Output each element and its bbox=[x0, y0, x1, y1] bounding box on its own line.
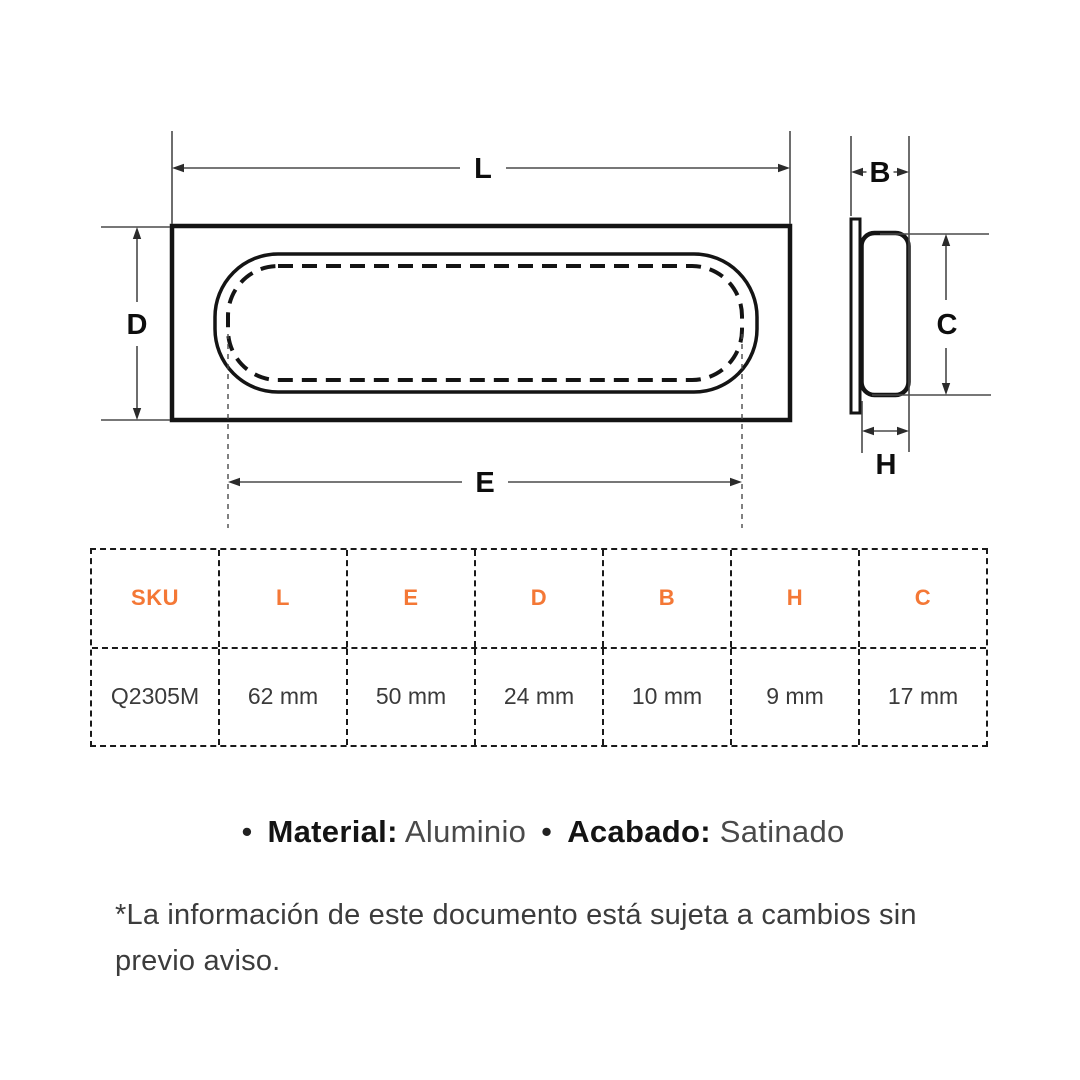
bullet-icon: • bbox=[541, 814, 553, 849]
header-cell-d: D bbox=[476, 550, 604, 647]
dimension-B-arrow-left bbox=[851, 168, 863, 176]
dimension-E-arrow-left bbox=[228, 478, 240, 486]
dimension-L-arrow-left bbox=[172, 164, 184, 172]
dimension-C-arrow-top bbox=[942, 234, 950, 246]
finish-value: Satinado bbox=[719, 814, 845, 849]
disclaimer-line-1: *La información de este documento está sujeta a cambios sin bbox=[115, 899, 917, 931]
dimension-L bbox=[172, 131, 790, 224]
value-cell-h: 9 mm bbox=[732, 649, 860, 746]
header-cell-e: E bbox=[348, 550, 476, 647]
dimension-C-label: C bbox=[936, 309, 958, 341]
value-cell-e: 50 mm bbox=[348, 649, 476, 746]
dimension-B-arrow-right bbox=[897, 168, 909, 176]
finish-label: Acabado: bbox=[567, 814, 711, 849]
side-view bbox=[851, 136, 991, 481]
header-cell-b: B bbox=[604, 550, 732, 647]
header-cell-c: C bbox=[914, 585, 932, 611]
dimension-H bbox=[862, 401, 909, 481]
header-cell-l: L bbox=[220, 550, 348, 647]
dimension-L-label: L bbox=[474, 153, 492, 185]
recess-outline bbox=[215, 254, 757, 392]
front-view bbox=[101, 131, 790, 528]
disclaimer-line-2: previo aviso. bbox=[115, 944, 281, 977]
spec-table-value-row bbox=[92, 649, 986, 746]
dimension-D-label: D bbox=[126, 309, 148, 341]
value-cell-c: 17 mm bbox=[887, 683, 959, 710]
header-cell-h: H bbox=[732, 550, 860, 647]
dimension-E-arrow-right bbox=[730, 478, 742, 486]
dimension-H-label: H bbox=[875, 449, 897, 481]
dimension-L-arrow-right bbox=[778, 164, 790, 172]
side-body-outline bbox=[862, 233, 909, 395]
material-value: Aluminio bbox=[404, 814, 527, 849]
dimension-D-arrow-top bbox=[133, 227, 141, 239]
bullet-icon: • bbox=[241, 814, 253, 849]
spec-table bbox=[90, 548, 988, 747]
dimension-H-arrow-right bbox=[897, 427, 909, 435]
spec-table-header-row bbox=[92, 550, 986, 649]
value-cell-d: 24 mm bbox=[476, 649, 604, 746]
value-cell-sku: Q2305M bbox=[92, 649, 220, 746]
disclaimer-footnote bbox=[115, 893, 917, 985]
dimension-D bbox=[101, 227, 170, 420]
dimension-B-label: B bbox=[869, 157, 891, 189]
material-label: Material: bbox=[267, 814, 398, 849]
side-flange-outline bbox=[851, 219, 860, 413]
dimension-D-arrow-bottom bbox=[133, 408, 141, 420]
value-cell-l: 62 mm bbox=[220, 649, 348, 746]
dimension-C-arrow-bottom bbox=[942, 383, 950, 395]
dimension-H-arrow-left bbox=[862, 427, 874, 435]
dimension-E-label: E bbox=[475, 467, 495, 499]
material-finish-line bbox=[0, 814, 1080, 850]
value-cell-b: 10 mm bbox=[604, 649, 732, 746]
header-cell-sku: SKU bbox=[92, 550, 220, 647]
